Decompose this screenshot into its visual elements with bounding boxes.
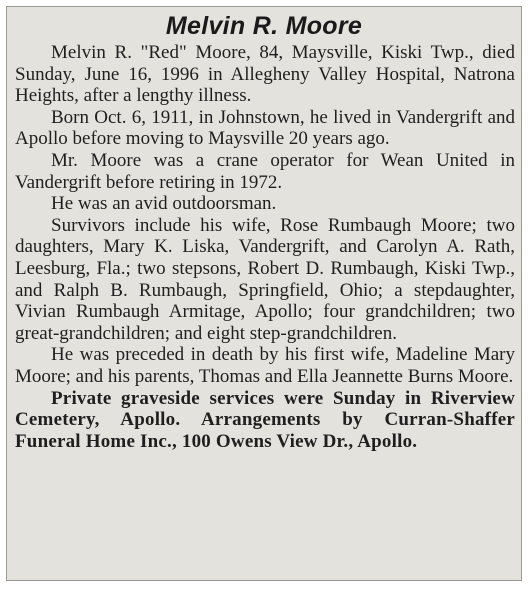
- paragraph-birth: Born Oct. 6, 1911, in Johnstown, he lived in Vandergrift and Apollo before moving to Maysville 20 years ago.: [15, 106, 515, 150]
- paragraph-services: Private graveside services were Sunday in Riverview Cemetery, Apollo. Arrangements by Curran-Shaffer Funeral Home Inc., 100 Owens View Dr., Apollo.: [15, 387, 515, 452]
- paragraph-death-notice: Melvin R. "Red" Moore, 84, Maysville, Kiski Twp., died Sunday, June 16, 1996 in Allegheny Valley Hospital, Natrona Heights, after a lengthy illness.: [15, 42, 515, 107]
- newspaper-clipping: [6, 6, 522, 581]
- paragraph-survivors: Survivors include his wife, Rose Rumbaugh Moore; two daughters, Mary K. Liska, Vandergrift, and Carolyn A. Rath, Leesburg, Fla.; two stepsons, Robert D. Rumbaugh, Kiski Twp., and Ralph B. Rumbaugh, Springfield, Ohio; a stepdaughter, Vivian Rumbaugh Armitage, Apollo; four grandchildren; two great-grandchildren; and eight step-grandchildren.: [15, 214, 515, 344]
- paragraph-preceded: He was preceded in death by his first wife, Madeline Mary Moore; and his parents, Thomas and Ella Jeannette Burns Moore.: [15, 344, 515, 387]
- paragraph-career: Mr. Moore was a crane operator for Wean United in Vandergrift before retiring in 1972.: [15, 149, 515, 193]
- paragraph-hobby: He was an avid outdoorsman.: [51, 193, 277, 215]
- obituary-body: [15, 42, 515, 452]
- obituary-title: Melvin R. Moore: [165, 12, 363, 40]
